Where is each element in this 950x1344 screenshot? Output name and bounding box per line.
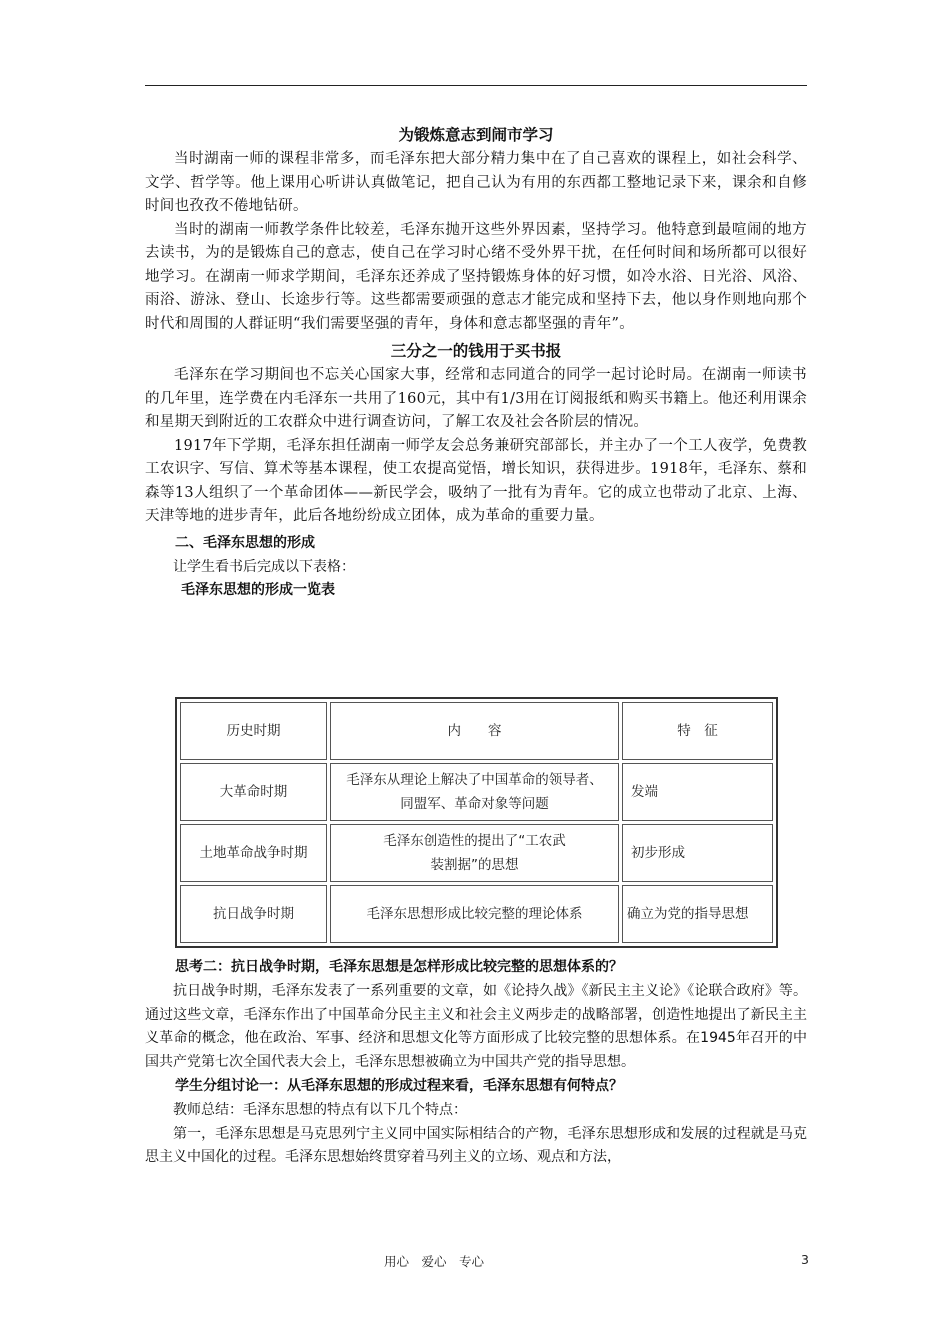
table-cell: 大革命时期 <box>180 763 327 821</box>
discussion-question-1: 学生分组讨论一：从毛泽东思想的形成过程来看，毛泽东思想有何特点？ <box>175 1078 623 1094</box>
table-header-cell: 内 容 <box>330 702 619 760</box>
paragraph: 当时湖南一师的课程非常多，而毛泽东把大部分精力集中在了自己喜欢的课程上，如社会科学、文学、哲学等。他上课用心听讲认真做笔记，把自己认为有用的东西都工整地记录下来，课余和自修时间也孜孜不倦地钻研。 <box>145 151 807 214</box>
table-cell: 初步形成 <box>622 824 773 882</box>
table-cell: 土地革命战争时期 <box>180 824 327 882</box>
header-rule <box>145 85 807 86</box>
table-row <box>180 885 773 943</box>
table-cell: 抗日战争时期 <box>180 885 327 943</box>
after-table-content <box>145 955 807 1170</box>
table-row <box>180 824 773 882</box>
table-cell: 毛泽东从理论上解决了中国革命的领导者、同盟军、革命对象等问题 <box>330 763 619 821</box>
table-cell: 毛泽东思想形成比较完整的理论体系 <box>330 885 619 943</box>
paragraph: 1917年下学期，毛泽东担任湖南一师学友会总务兼研究部部长，并主办了一个工人夜学，免费教工农识字、写信、算术等基本课程，使工农提高觉悟，增长知识，获得进步。1918年，毛泽东、蔡和森等13人组织了一个革命团体——新民学会，吸纳了一批有为青年。它的成立也带动了北京、上海、天津等地的进步青年，此后各地纷纷成立团体，成为革命的重要力量。 <box>145 437 807 524</box>
paragraph: 第一，毛泽东思想是马克思列宁主义同中国实际相结合的产物，毛泽东思想形成和发展的过程就是马克思主义中国化的过程。毛泽东思想始终贯穿着马列主义的立场、观点和方法， <box>145 1125 807 1165</box>
table-cell: 确立为党的指导思想 <box>622 885 773 943</box>
table-cell: 毛泽东创造性的提出了“工农武装割据”的思想 <box>330 824 619 882</box>
table-header-cell: 特 征 <box>622 702 773 760</box>
part2-heading: 二、毛泽东思想的形成 <box>175 534 315 551</box>
section-title-1: 为锻炼意志到闹市学习 <box>398 126 554 144</box>
section-title-2: 三分之一的钱用于买书报 <box>390 342 562 360</box>
table-cell: 发端 <box>622 763 773 821</box>
table-row <box>180 763 773 821</box>
footer-motto: 用心 爱心 专心 <box>384 1254 485 1269</box>
main-content <box>145 122 807 601</box>
paragraph: 当时的湖南一师教学条件比较差，毛泽东抛开这些外界因素，坚持学习。他特意到最喧闹的地方去读书，为的是锻炼自己的意志，使自己在学习时心绪不受外界干扰，在任何时间和场所都可以很好地学习。在湖南一师求学期间，毛泽东还养成了坚持锻炼身体的好习惯，如冷水浴、日光浴、风浴、雨浴、游泳、登山、长途步行等。这些都需要顽强的意志才能完成和坚持下去，他以身作则地向那个时代和周围的人群证明“我们需要坚强的青年，身体和意志都坚强的青年”。 <box>145 221 807 332</box>
table-title: 毛泽东思想的形成一览表 <box>181 582 335 598</box>
formation-table <box>175 697 778 948</box>
think-question-2: 思考二：抗日战争时期，毛泽东思想是怎样形成比较完整的思想体系的？ <box>175 959 623 975</box>
teacher-summary: 教师总结：毛泽东思想的特点有以下几个特点： <box>173 1102 467 1118</box>
table-header-cell: 历史时期 <box>180 702 327 760</box>
instruction-text: 让学生看书后完成以下表格： <box>173 558 355 575</box>
page-number: 3 <box>801 1252 809 1267</box>
table-header-row <box>180 702 773 760</box>
paragraph: 抗日战争时期，毛泽东发表了一系列重要的文章，如《论持久战》《新民主主义论》《论联合政府》等。通过这些文章，毛泽东作出了中国革命分民主主义和社会主义两步走的战略部署，创造性地提出了新民主主义革命的概念，他在政治、军事、经济和思想文化等方面形成了比较完整的思想体系。在1945年召开的中国共产党第七次全国代表大会上，毛泽东思想被确立为中国共产党的指导思想。 <box>145 983 807 1070</box>
paragraph: 毛泽东在学习期间也不忘关心国家大事，经常和志同道合的同学一起讨论时局。在湖南一师读书的几年里，连学费在内毛泽东一共用了160元，其中有1/3用在订阅报纸和购买书籍上。他还利用课余和星期天到附近的工农群众中进行调查访问，了解工农及社会各阶层的情况。 <box>145 367 807 430</box>
